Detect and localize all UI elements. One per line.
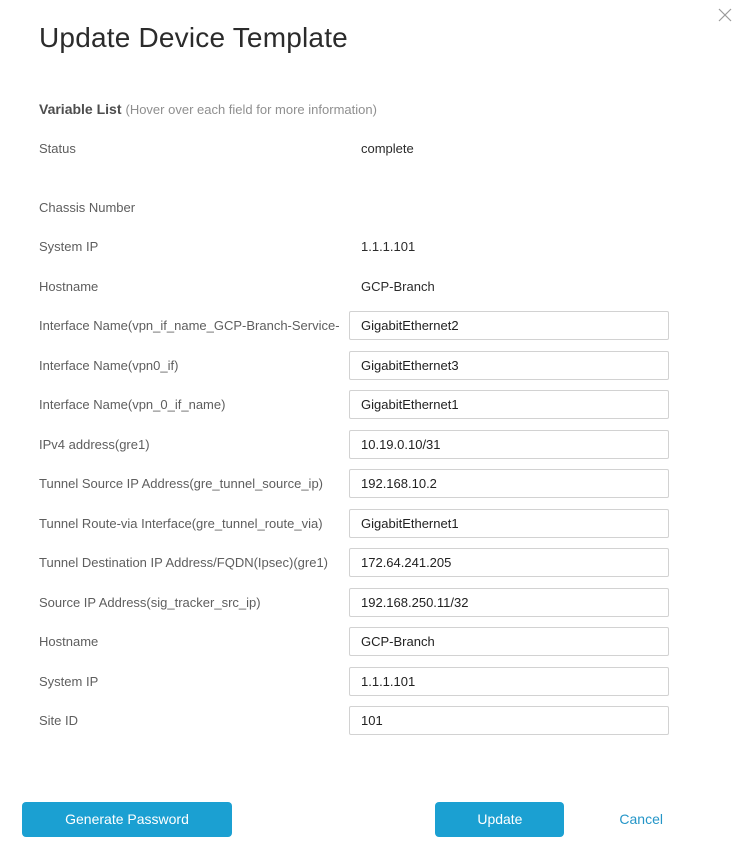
variable-input[interactable]	[349, 430, 669, 459]
variable-row	[0, 346, 752, 386]
variable-row	[0, 543, 752, 583]
cancel-link[interactable]: Cancel	[619, 811, 663, 827]
variable-row	[0, 129, 752, 169]
variable-row	[0, 504, 752, 544]
variable-input[interactable]	[349, 667, 669, 696]
variable-input[interactable]	[349, 351, 669, 380]
variable-input[interactable]	[349, 509, 669, 538]
variable-row	[0, 385, 752, 425]
variable-label: System IP	[39, 239, 99, 255]
variable-input[interactable]	[349, 706, 669, 735]
variable-row	[0, 188, 752, 228]
variable-input[interactable]	[349, 469, 669, 498]
variable-row	[0, 425, 752, 465]
variable-label: Chassis Number	[39, 199, 136, 215]
variable-input[interactable]	[349, 627, 669, 656]
variable-row	[0, 701, 752, 741]
variable-row	[0, 227, 752, 267]
variable-list	[0, 129, 752, 741]
dialog-title: Update Device Template	[39, 22, 348, 53]
variable-row	[0, 583, 752, 623]
variable-label: Hostname	[39, 634, 99, 650]
variable-row	[0, 464, 752, 504]
update-button[interactable]: Update	[435, 802, 564, 837]
variable-label: Interface Name(vpn0_if)	[39, 357, 179, 373]
variable-input[interactable]	[349, 311, 669, 340]
variable-label: Status	[39, 141, 76, 157]
variable-label: Interface Name(vpn_0_if_name)	[39, 397, 226, 413]
variable-row	[0, 662, 752, 702]
variable-list-header	[39, 101, 752, 119]
variable-row	[0, 267, 752, 307]
variable-value: GCP-Branch	[361, 278, 435, 294]
variable-label: Hostname	[39, 278, 99, 294]
variable-label: Interface Name(vpn_if_name_GCP-Branch-Service-	[39, 318, 340, 334]
variable-label: IPv4 address(gre1)	[39, 436, 150, 452]
variable-label: Site ID	[39, 713, 79, 729]
variable-input[interactable]	[349, 390, 669, 419]
variable-label: Source IP Address(sig_tracker_src_ip)	[39, 594, 261, 610]
variable-label: Tunnel Source IP Address(gre_tunnel_source_ip)	[39, 476, 324, 492]
variable-row	[0, 622, 752, 662]
variable-value: 1.1.1.101	[361, 239, 416, 255]
variable-label: Tunnel Route-via Interface(gre_tunnel_route_via)	[39, 515, 323, 531]
variable-list-hint: (Hover over each field for more information)	[125, 102, 377, 117]
close-icon[interactable]	[715, 5, 735, 25]
generate-password-button[interactable]: Generate Password	[22, 802, 232, 837]
variable-label: Tunnel Destination IP Address/FQDN(Ipsec)(gre1)	[39, 555, 329, 571]
variable-list-heading: Variable List	[39, 101, 122, 117]
dialog-footer	[0, 802, 752, 837]
variable-row	[0, 306, 752, 346]
variable-input[interactable]	[349, 588, 669, 617]
variable-label: System IP	[39, 673, 99, 689]
variable-value: complete	[361, 141, 414, 157]
variable-input[interactable]	[349, 548, 669, 577]
